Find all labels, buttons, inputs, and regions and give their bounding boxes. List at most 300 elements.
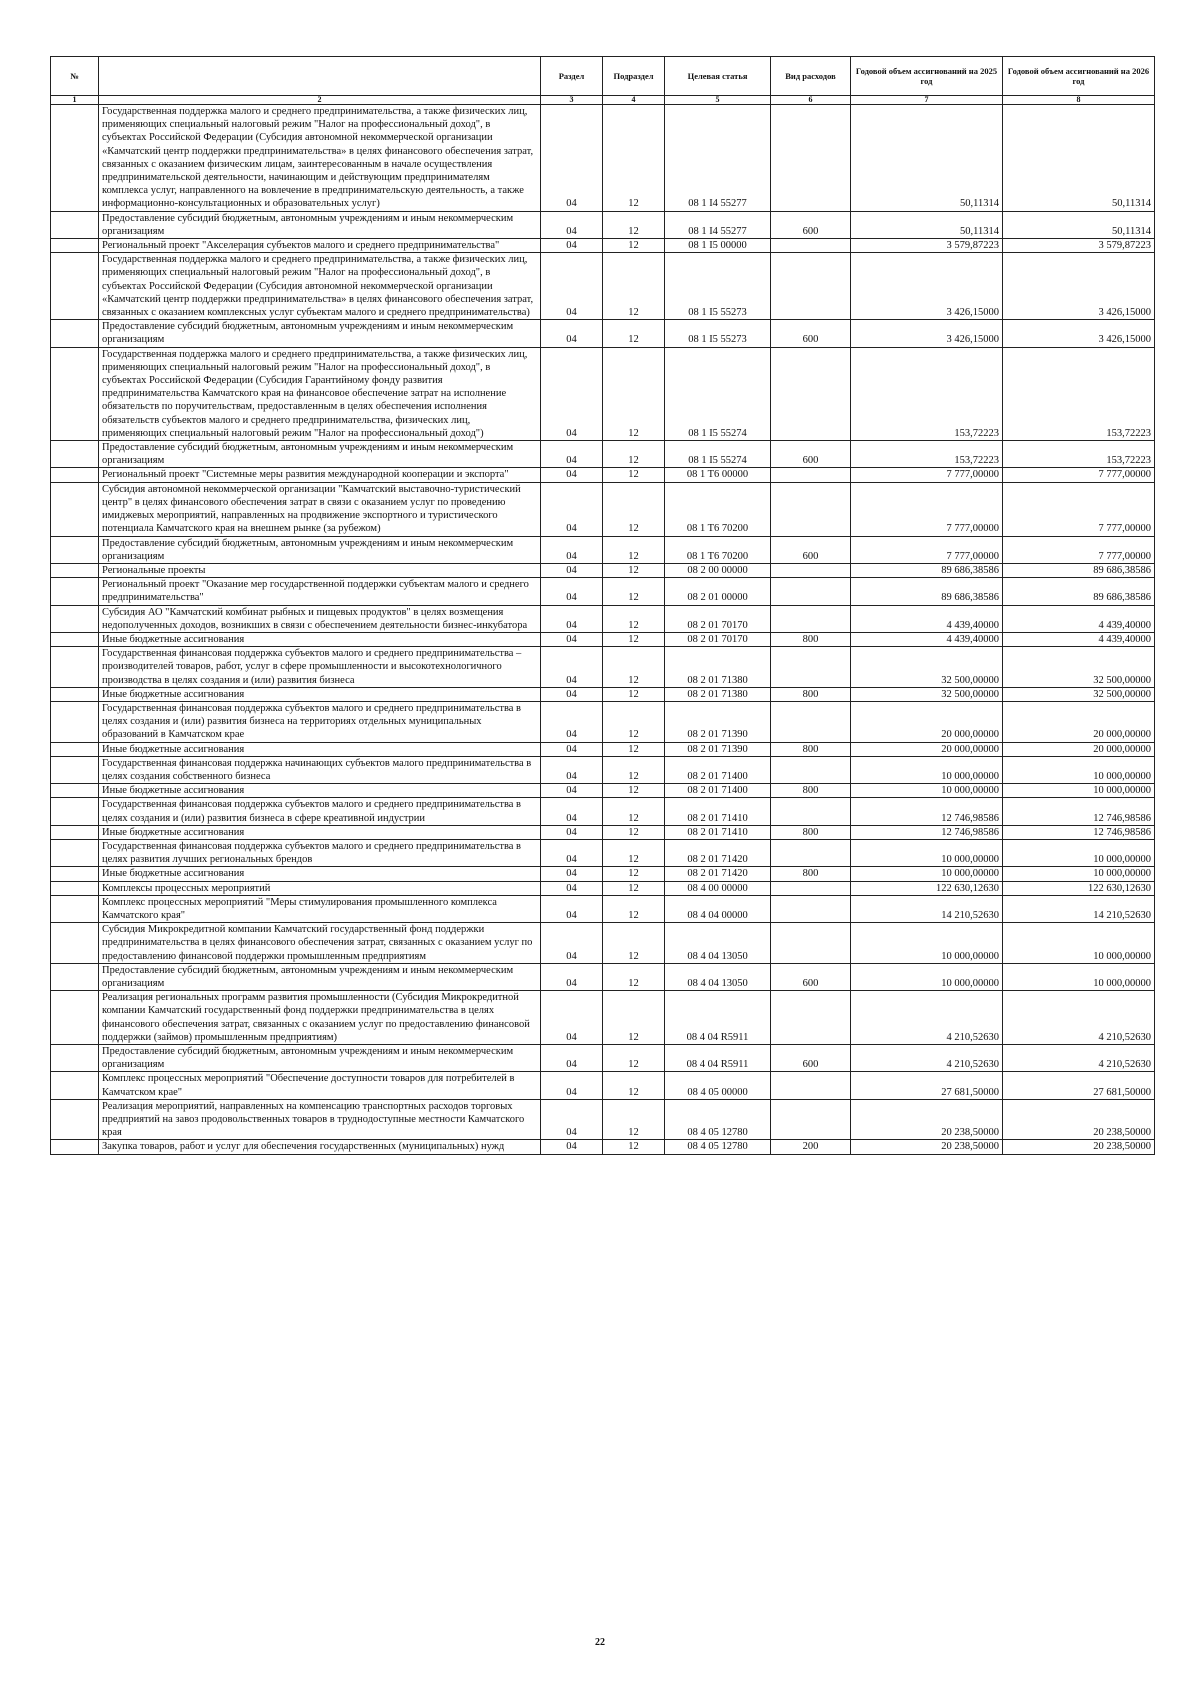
table-row [51, 347, 1155, 440]
column-number: 8 [1003, 96, 1155, 105]
cell-subsection: 12 [603, 963, 665, 990]
cell-section: 04 [541, 798, 603, 825]
cell-section: 04 [541, 1140, 603, 1154]
cell-amount-2025: 4 439,40000 [851, 632, 1003, 646]
cell-expense-type [771, 605, 851, 632]
cell-expense-type: 600 [771, 963, 851, 990]
column-numbers-row [51, 96, 1155, 105]
cell-section: 04 [541, 991, 603, 1045]
cell-amount-2025: 4 210,52630 [851, 991, 1003, 1045]
table-row [51, 687, 1155, 701]
table-row [51, 468, 1155, 482]
cell-subsection: 12 [603, 211, 665, 238]
cell-amount-2025: 20 000,00000 [851, 701, 1003, 742]
cell-expense-type [771, 563, 851, 577]
cell-subsection: 12 [603, 867, 665, 881]
cell-no [51, 468, 99, 482]
cell-amount-2025: 153,72223 [851, 441, 1003, 468]
page-number: 22 [595, 1637, 605, 1648]
cell-expense-type [771, 105, 851, 212]
cell-target-article: 08 2 01 71390 [665, 701, 771, 742]
cell-subsection: 12 [603, 563, 665, 577]
cell-amount-2025: 20 238,50000 [851, 1099, 1003, 1140]
cell-no [51, 211, 99, 238]
cell-amount-2025: 7 777,00000 [851, 536, 1003, 563]
cell-subsection: 12 [603, 1099, 665, 1140]
cell-name: Государственная поддержка малого и среднего предпринимательства, а также физических лиц, применяющих специальный налоговый режим "Налог на профессиональный доход", в субъектах Российской Федерации (Субсидия автономной некоммерческой организации «Камчатский центр поддержки предпринимательства» в целях финансового обеспечения затрат, связанных с оказанием физическим лицам, заинтересованным в начале осуществления предпринимательской деятельности, начинающим и действующим предпринимателям комплекса услуг, направленного на вовлечение в предпринимательскую деятельность, а также информационно-консультационных и образовательных услуг) [99, 105, 541, 212]
cell-subsection: 12 [603, 839, 665, 866]
cell-subsection: 12 [603, 239, 665, 253]
cell-no [51, 536, 99, 563]
cell-name: Предоставление субсидий бюджетным, автономным учреждениям и иным некоммерческим организациям [99, 963, 541, 990]
table-header-row [51, 57, 1155, 96]
cell-expense-type: 600 [771, 1045, 851, 1072]
table-row [51, 239, 1155, 253]
cell-name: Предоставление субсидий бюджетным, автономным учреждениям и иным некоммерческим организациям [99, 1045, 541, 1072]
cell-amount-2025: 4 439,40000 [851, 605, 1003, 632]
cell-expense-type: 800 [771, 784, 851, 798]
table-row [51, 1140, 1155, 1154]
cell-amount-2025: 20 000,00000 [851, 742, 1003, 756]
cell-name: Предоставление субсидий бюджетным, автономным учреждениям и иным некоммерческим организациям [99, 536, 541, 563]
cell-name: Субсидия Микрокредитной компании Камчатский государственный фонд поддержки предпринимательства в целях финансового обеспечения затрат, связанных с оказанием услуг по предоставлению финансовой поддержки промышленным предприятиям [99, 923, 541, 964]
cell-no [51, 839, 99, 866]
cell-expense-type [771, 839, 851, 866]
cell-no [51, 825, 99, 839]
cell-name: Региональные проекты [99, 563, 541, 577]
cell-no [51, 1045, 99, 1072]
cell-section: 04 [541, 1099, 603, 1140]
header-expense-type: Вид расходов [771, 57, 851, 96]
cell-target-article: 08 4 05 00000 [665, 1072, 771, 1099]
cell-expense-type: 600 [771, 441, 851, 468]
cell-amount-2025: 10 000,00000 [851, 923, 1003, 964]
cell-target-article: 08 4 04 13050 [665, 923, 771, 964]
cell-no [51, 647, 99, 688]
cell-no [51, 1072, 99, 1099]
cell-section: 04 [541, 482, 603, 536]
column-number: 4 [603, 96, 665, 105]
cell-amount-2025: 89 686,38586 [851, 578, 1003, 605]
cell-no [51, 701, 99, 742]
cell-amount-2026: 153,72223 [1003, 347, 1155, 440]
table-row [51, 632, 1155, 646]
column-number: 7 [851, 96, 1003, 105]
cell-no [51, 578, 99, 605]
cell-amount-2025: 7 777,00000 [851, 468, 1003, 482]
cell-amount-2026: 12 746,98586 [1003, 798, 1155, 825]
cell-name: Предоставление субсидий бюджетным, автономным учреждениям и иным некоммерческим организациям [99, 211, 541, 238]
cell-no [51, 441, 99, 468]
cell-no [51, 895, 99, 922]
cell-amount-2026: 3 579,87223 [1003, 239, 1155, 253]
cell-subsection: 12 [603, 701, 665, 742]
cell-target-article: 08 1 I5 55273 [665, 253, 771, 320]
cell-amount-2026: 10 000,00000 [1003, 963, 1155, 990]
cell-expense-type: 800 [771, 742, 851, 756]
cell-no [51, 963, 99, 990]
table-row [51, 320, 1155, 347]
cell-target-article: 08 4 05 12780 [665, 1099, 771, 1140]
cell-amount-2026: 10 000,00000 [1003, 923, 1155, 964]
cell-expense-type [771, 239, 851, 253]
cell-name: Иные бюджетные ассигнования [99, 867, 541, 881]
cell-name: Предоставление субсидий бюджетным, автономным учреждениям и иным некоммерческим организациям [99, 441, 541, 468]
table-row [51, 825, 1155, 839]
cell-no [51, 632, 99, 646]
cell-subsection: 12 [603, 320, 665, 347]
cell-no [51, 756, 99, 783]
table-row [51, 895, 1155, 922]
cell-name: Комплексы процессных мероприятий [99, 881, 541, 895]
cell-amount-2025: 14 210,52630 [851, 895, 1003, 922]
cell-amount-2026: 4 439,40000 [1003, 632, 1155, 646]
cell-section: 04 [541, 895, 603, 922]
cell-subsection: 12 [603, 105, 665, 212]
cell-name: Региональный проект "Акселерация субъектов малого и среднего предпринимательства" [99, 239, 541, 253]
table-row [51, 482, 1155, 536]
cell-amount-2025: 7 777,00000 [851, 482, 1003, 536]
table-row [51, 441, 1155, 468]
table-row [51, 742, 1155, 756]
cell-name: Предоставление субсидий бюджетным, автономным учреждениям и иным некоммерческим организациям [99, 320, 541, 347]
header-name [99, 57, 541, 96]
cell-target-article: 08 2 01 71420 [665, 839, 771, 866]
header-subsection: Подраздел [603, 57, 665, 96]
cell-no [51, 784, 99, 798]
cell-no [51, 867, 99, 881]
cell-target-article: 08 1 T6 70200 [665, 482, 771, 536]
table-row [51, 991, 1155, 1045]
table-row [51, 105, 1155, 212]
cell-no [51, 482, 99, 536]
cell-section: 04 [541, 211, 603, 238]
cell-target-article: 08 4 04 00000 [665, 895, 771, 922]
cell-target-article: 08 2 01 71420 [665, 867, 771, 881]
header-2025: Годовой объем ассигнований на 2025 год [851, 57, 1003, 96]
table-row [51, 881, 1155, 895]
cell-amount-2025: 27 681,50000 [851, 1072, 1003, 1099]
cell-target-article: 08 1 I5 55273 [665, 320, 771, 347]
cell-target-article: 08 2 01 71410 [665, 798, 771, 825]
cell-target-article: 08 1 I4 55277 [665, 211, 771, 238]
cell-target-article: 08 4 04 13050 [665, 963, 771, 990]
header-target-article: Целевая статья [665, 57, 771, 96]
cell-amount-2026: 20 238,50000 [1003, 1099, 1155, 1140]
cell-amount-2026: 20 000,00000 [1003, 742, 1155, 756]
cell-expense-type [771, 1072, 851, 1099]
cell-no [51, 1099, 99, 1140]
cell-expense-type [771, 923, 851, 964]
table-row [51, 563, 1155, 577]
cell-subsection: 12 [603, 1140, 665, 1154]
cell-name: Субсидия АО "Камчатский комбинат рыбных и пищевых продуктов" в целях возмещения недополученных доходов, возникших в связи с обеспечением деятельности бизнес-инкубатора [99, 605, 541, 632]
cell-section: 04 [541, 756, 603, 783]
cell-amount-2025: 153,72223 [851, 347, 1003, 440]
cell-no [51, 687, 99, 701]
cell-section: 04 [541, 687, 603, 701]
cell-amount-2025: 10 000,00000 [851, 839, 1003, 866]
cell-section: 04 [541, 881, 603, 895]
cell-section: 04 [541, 701, 603, 742]
cell-amount-2026: 32 500,00000 [1003, 687, 1155, 701]
cell-section: 04 [541, 536, 603, 563]
cell-section: 04 [541, 632, 603, 646]
cell-expense-type [771, 253, 851, 320]
cell-section: 04 [541, 563, 603, 577]
cell-subsection: 12 [603, 991, 665, 1045]
header-no: № [51, 57, 99, 96]
cell-target-article: 08 2 01 71380 [665, 687, 771, 701]
cell-target-article: 08 4 04 R5911 [665, 1045, 771, 1072]
cell-target-article: 08 2 01 70170 [665, 632, 771, 646]
cell-expense-type: 800 [771, 632, 851, 646]
cell-subsection: 12 [603, 253, 665, 320]
cell-target-article: 08 2 01 71410 [665, 825, 771, 839]
cell-expense-type: 600 [771, 211, 851, 238]
cell-amount-2026: 12 746,98586 [1003, 825, 1155, 839]
column-number: 3 [541, 96, 603, 105]
cell-section: 04 [541, 347, 603, 440]
cell-amount-2026: 122 630,12630 [1003, 881, 1155, 895]
cell-subsection: 12 [603, 825, 665, 839]
cell-name: Реализация региональных программ развития промышленности (Субсидия Микрокредитной компании Камчатский государственный фонд поддержки предпринимательства в целях финансового обеспечения затрат, связанных с оказанием услуг по предоставлению финансовой поддержки (займов) промышленным предприятиям) [99, 991, 541, 1045]
cell-name: Закупка товаров, работ и услуг для обеспечения государственных (муниципальных) нужд [99, 1140, 541, 1154]
cell-amount-2025: 10 000,00000 [851, 784, 1003, 798]
cell-section: 04 [541, 867, 603, 881]
cell-subsection: 12 [603, 536, 665, 563]
cell-section: 04 [541, 1072, 603, 1099]
cell-section: 04 [541, 578, 603, 605]
table-row [51, 867, 1155, 881]
cell-section: 04 [541, 825, 603, 839]
cell-name: Иные бюджетные ассигнования [99, 632, 541, 646]
cell-name: Иные бюджетные ассигнования [99, 784, 541, 798]
cell-no [51, 253, 99, 320]
table-row [51, 578, 1155, 605]
cell-target-article: 08 2 00 00000 [665, 563, 771, 577]
cell-amount-2025: 4 210,52630 [851, 1045, 1003, 1072]
table-row [51, 647, 1155, 688]
table-row [51, 1072, 1155, 1099]
column-number: 5 [665, 96, 771, 105]
cell-amount-2026: 20 000,00000 [1003, 701, 1155, 742]
cell-no [51, 105, 99, 212]
cell-expense-type [771, 756, 851, 783]
cell-expense-type: 600 [771, 320, 851, 347]
cell-amount-2025: 32 500,00000 [851, 647, 1003, 688]
cell-name: Государственная финансовая поддержка субъектов малого и среднего предпринимательства в целях развития лучших региональных брендов [99, 839, 541, 866]
cell-expense-type [771, 1099, 851, 1140]
cell-expense-type [771, 482, 851, 536]
column-number: 2 [99, 96, 541, 105]
cell-target-article: 08 1 I5 55274 [665, 441, 771, 468]
cell-target-article: 08 2 01 71380 [665, 647, 771, 688]
cell-no [51, 563, 99, 577]
cell-target-article: 08 4 05 12780 [665, 1140, 771, 1154]
cell-name: Иные бюджетные ассигнования [99, 742, 541, 756]
table-row [51, 701, 1155, 742]
cell-section: 04 [541, 441, 603, 468]
cell-expense-type [771, 895, 851, 922]
cell-expense-type [771, 647, 851, 688]
cell-section: 04 [541, 923, 603, 964]
cell-subsection: 12 [603, 687, 665, 701]
cell-amount-2026: 7 777,00000 [1003, 468, 1155, 482]
cell-subsection: 12 [603, 881, 665, 895]
cell-section: 04 [541, 1045, 603, 1072]
cell-amount-2026: 4 210,52630 [1003, 1045, 1155, 1072]
cell-amount-2026: 10 000,00000 [1003, 839, 1155, 866]
cell-amount-2025: 3 426,15000 [851, 320, 1003, 347]
table-row [51, 923, 1155, 964]
cell-amount-2026: 7 777,00000 [1003, 536, 1155, 563]
cell-amount-2025: 122 630,12630 [851, 881, 1003, 895]
table-row [51, 1099, 1155, 1140]
cell-name: Государственная поддержка малого и среднего предпринимательства, а также физических лиц, применяющих специальный налоговый режим "Налог на профессиональный доход", в субъектах Российской Федерации (Субсидия Гарантийному фонду развития предпринимательства Камчатского края на финансовое обеспечение затрат на исполнение обязательств по поручительствам, предоставленным в целях обеспечения исполнения обязательств субъектов малого и среднего предпринимательства, физических лиц, применяющих специальный налоговый режим "Налог на профессиональный доход") [99, 347, 541, 440]
cell-name: Государственная финансовая поддержка субъектов малого и среднего предпринимательства в целях создания и (или) развития бизнеса на территориях отдельных муниципальных образований в Камчатском крае [99, 701, 541, 742]
cell-expense-type: 800 [771, 867, 851, 881]
cell-target-article: 08 2 01 70170 [665, 605, 771, 632]
cell-section: 04 [541, 468, 603, 482]
cell-name: Государственная поддержка малого и среднего предпринимательства, а также физических лиц, применяющих специальный налоговый режим "Налог на профессиональный доход", в субъектах Российской Федерации (Субсидия автономной некоммерческой организации «Камчатский центр поддержки предпринимательства» в целях финансового обеспечения затрат, связанных с оказанием комплексных услуг субъектам малого и среднего предпринимательства) [99, 253, 541, 320]
cell-amount-2026: 10 000,00000 [1003, 756, 1155, 783]
table-body [51, 105, 1155, 1155]
cell-target-article: 08 4 00 00000 [665, 881, 771, 895]
cell-amount-2025: 12 746,98586 [851, 825, 1003, 839]
cell-amount-2026: 32 500,00000 [1003, 647, 1155, 688]
cell-no [51, 1140, 99, 1154]
cell-no [51, 742, 99, 756]
cell-subsection: 12 [603, 605, 665, 632]
cell-section: 04 [541, 647, 603, 688]
cell-name: Региональный проект "Системные меры развития международной кооперации и экспорта" [99, 468, 541, 482]
cell-name: Комплекс процессных мероприятий "Меры стимулирования промышленного комплекса Камчатского края" [99, 895, 541, 922]
table-row [51, 963, 1155, 990]
cell-amount-2026: 27 681,50000 [1003, 1072, 1155, 1099]
table-row [51, 253, 1155, 320]
column-number: 6 [771, 96, 851, 105]
cell-target-article: 08 1 T6 70200 [665, 536, 771, 563]
cell-subsection: 12 [603, 441, 665, 468]
cell-target-article: 08 2 01 00000 [665, 578, 771, 605]
cell-target-article: 08 1 T6 00000 [665, 468, 771, 482]
cell-subsection: 12 [603, 647, 665, 688]
cell-amount-2025: 3 579,87223 [851, 239, 1003, 253]
cell-name: Государственная финансовая поддержка субъектов малого и среднего предпринимательства в целях создания и (или) развития бизнеса в сфере креативной индустрии [99, 798, 541, 825]
cell-section: 04 [541, 105, 603, 212]
cell-amount-2026: 89 686,38586 [1003, 578, 1155, 605]
cell-amount-2025: 89 686,38586 [851, 563, 1003, 577]
cell-subsection: 12 [603, 1045, 665, 1072]
cell-no [51, 923, 99, 964]
cell-no [51, 605, 99, 632]
cell-amount-2025: 32 500,00000 [851, 687, 1003, 701]
cell-section: 04 [541, 605, 603, 632]
cell-section: 04 [541, 253, 603, 320]
header-section: Раздел [541, 57, 603, 96]
table-row [51, 536, 1155, 563]
budget-table-sheet [50, 56, 1154, 1155]
cell-section: 04 [541, 839, 603, 866]
cell-amount-2026: 10 000,00000 [1003, 784, 1155, 798]
table-row [51, 784, 1155, 798]
cell-no [51, 347, 99, 440]
cell-subsection: 12 [603, 798, 665, 825]
cell-target-article: 08 2 01 71400 [665, 756, 771, 783]
cell-amount-2026: 89 686,38586 [1003, 563, 1155, 577]
cell-target-article: 08 1 I4 55277 [665, 105, 771, 212]
cell-amount-2026: 153,72223 [1003, 441, 1155, 468]
cell-amount-2025: 10 000,00000 [851, 867, 1003, 881]
cell-no [51, 798, 99, 825]
cell-amount-2026: 3 426,15000 [1003, 320, 1155, 347]
cell-amount-2026: 7 777,00000 [1003, 482, 1155, 536]
cell-section: 04 [541, 742, 603, 756]
cell-section: 04 [541, 963, 603, 990]
cell-subsection: 12 [603, 784, 665, 798]
cell-expense-type [771, 991, 851, 1045]
cell-amount-2026: 3 426,15000 [1003, 253, 1155, 320]
cell-no [51, 881, 99, 895]
cell-name: Региональный проект "Оказание мер государственной поддержки субъектам малого и среднего предпринимательства" [99, 578, 541, 605]
cell-amount-2026: 4 210,52630 [1003, 991, 1155, 1045]
cell-expense-type: 800 [771, 825, 851, 839]
table-row [51, 798, 1155, 825]
cell-name: Иные бюджетные ассигнования [99, 825, 541, 839]
cell-expense-type [771, 347, 851, 440]
cell-name: Государственная финансовая поддержка субъектов малого и среднего предпринимательства – производителей товаров, работ, услуг в сфере промышленности и высокотехнологичного производства в целях создания и (или) развития бизнеса [99, 647, 541, 688]
cell-section: 04 [541, 784, 603, 798]
cell-expense-type [771, 881, 851, 895]
cell-name: Субсидия автономной некоммерческой организации "Камчатский выставочно-туристический центр" в целях финансового обеспечения затрат в связи с оказанием услуг по проведению имиджевых мероприятий, направленных на продвижение экспортного и туристического потенциала Камчатского края на внешнем рынке (за рубежом) [99, 482, 541, 536]
cell-amount-2026: 10 000,00000 [1003, 867, 1155, 881]
cell-subsection: 12 [603, 578, 665, 605]
cell-expense-type: 600 [771, 536, 851, 563]
cell-subsection: 12 [603, 1072, 665, 1099]
cell-subsection: 12 [603, 742, 665, 756]
cell-name: Государственная финансовая поддержка начинающих субъектов малого предпринимательства в целях создания собственного бизнеса [99, 756, 541, 783]
cell-amount-2026: 50,11314 [1003, 211, 1155, 238]
budget-table [50, 56, 1155, 1155]
cell-amount-2026: 50,11314 [1003, 105, 1155, 212]
cell-amount-2025: 12 746,98586 [851, 798, 1003, 825]
column-number: 1 [51, 96, 99, 105]
cell-expense-type [771, 468, 851, 482]
cell-subsection: 12 [603, 347, 665, 440]
cell-target-article: 08 1 I5 00000 [665, 239, 771, 253]
cell-target-article: 08 2 01 71390 [665, 742, 771, 756]
cell-amount-2026: 4 439,40000 [1003, 605, 1155, 632]
cell-section: 04 [541, 320, 603, 347]
table-row [51, 756, 1155, 783]
cell-no [51, 991, 99, 1045]
cell-subsection: 12 [603, 482, 665, 536]
cell-name: Иные бюджетные ассигнования [99, 687, 541, 701]
cell-expense-type: 200 [771, 1140, 851, 1154]
cell-amount-2025: 10 000,00000 [851, 963, 1003, 990]
cell-subsection: 12 [603, 632, 665, 646]
cell-no [51, 320, 99, 347]
cell-subsection: 12 [603, 756, 665, 783]
cell-section: 04 [541, 239, 603, 253]
cell-amount-2025: 3 426,15000 [851, 253, 1003, 320]
cell-expense-type [771, 578, 851, 605]
cell-target-article: 08 2 01 71400 [665, 784, 771, 798]
table-row [51, 1045, 1155, 1072]
cell-name: Комплекс процессных мероприятий "Обеспечение доступности товаров для потребителей в Камчатском крае" [99, 1072, 541, 1099]
cell-subsection: 12 [603, 468, 665, 482]
